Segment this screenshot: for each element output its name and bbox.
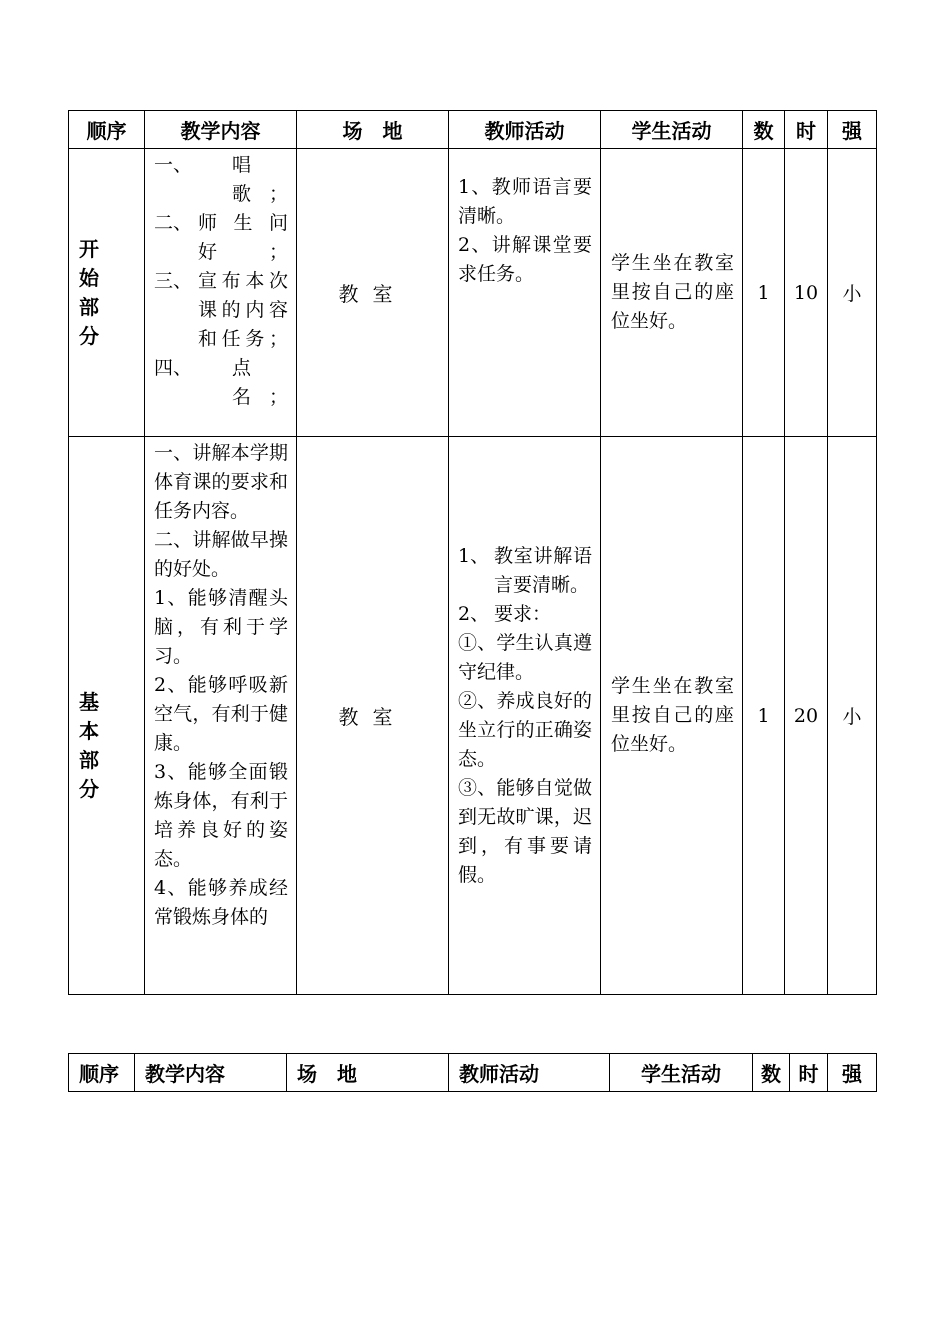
content-cell [145, 149, 297, 437]
student-cell: 学生坐在教室里按自己的座位坐好。 [601, 437, 743, 995]
intensity-cell: 小 [828, 149, 877, 437]
header-intensity: 强 [828, 1054, 877, 1092]
teacher-cell: 1、 教室讲解语言要清晰。 2、 要求： ①、学生认真遵守纪律。 ②、养成良好的坐立行的正确姿态。 ③、能够自觉做到无故旷课，迟到，有事要请假。 [449, 437, 601, 995]
list-item: 三、 宣布本次课的内容和任务； [154, 270, 288, 350]
student-cell: 学生坐在教室里按自己的座位坐好。 [601, 149, 743, 437]
header-count: 数 [753, 1054, 790, 1092]
table-row [69, 437, 877, 995]
list-item: 1、 教室讲解语言要清晰。 [458, 544, 592, 596]
lesson-plan-table [68, 110, 877, 995]
header-content: 教学内容 [145, 111, 297, 149]
venue-cell: 教室 [297, 149, 449, 437]
count-cell: 1 [743, 149, 785, 437]
list-item: 二、 师生问好； [154, 212, 288, 263]
section-label: 基本部分 [69, 437, 145, 995]
intensity-cell: 小 [828, 437, 877, 995]
table-row [69, 149, 877, 437]
header-student: 学生活动 [601, 111, 743, 149]
header-venue: 场 地 [297, 111, 449, 149]
header-content: 教学内容 [135, 1054, 287, 1092]
list-item: 2、 要求： [458, 602, 552, 625]
header-order: 顺序 [69, 111, 145, 149]
header-count: 数 [743, 111, 785, 149]
list-item: 四、 点名； [154, 357, 288, 408]
time-cell: 20 [785, 437, 828, 995]
header-time: 时 [785, 111, 828, 149]
count-cell: 1 [743, 437, 785, 995]
header-teacher: 教师活动 [449, 111, 601, 149]
header-student: 学生活动 [610, 1054, 753, 1092]
venue-cell: 教室 [297, 437, 449, 995]
header-row [69, 1054, 877, 1092]
content-cell: 一、讲解本学期体育课的要求和任务内容。 二、讲解做早操的好处。 1、能够清醒头脑，有利于学习。 2、能够呼吸新空气，有利于健康。 3、能够全面锻炼身体，有利于培养良好的姿态。 4、能够养成经常锻炼身体的 [145, 437, 297, 995]
time-cell: 10 [785, 149, 828, 437]
list-item: 一、 唱歌； [154, 154, 288, 205]
teacher-cell: 1、教师语言要清晰。 2、讲解课堂要求任务。 [449, 149, 601, 437]
lesson-plan-table-2 [68, 1053, 877, 1092]
section-label: 开始部分 [69, 149, 145, 437]
header-intensity: 强 [828, 111, 877, 149]
header-time: 时 [790, 1054, 828, 1092]
header-row [69, 111, 877, 149]
header-teacher: 教师活动 [449, 1054, 610, 1092]
header-order: 顺序 [69, 1054, 135, 1092]
header-venue: 场 地 [287, 1054, 449, 1092]
